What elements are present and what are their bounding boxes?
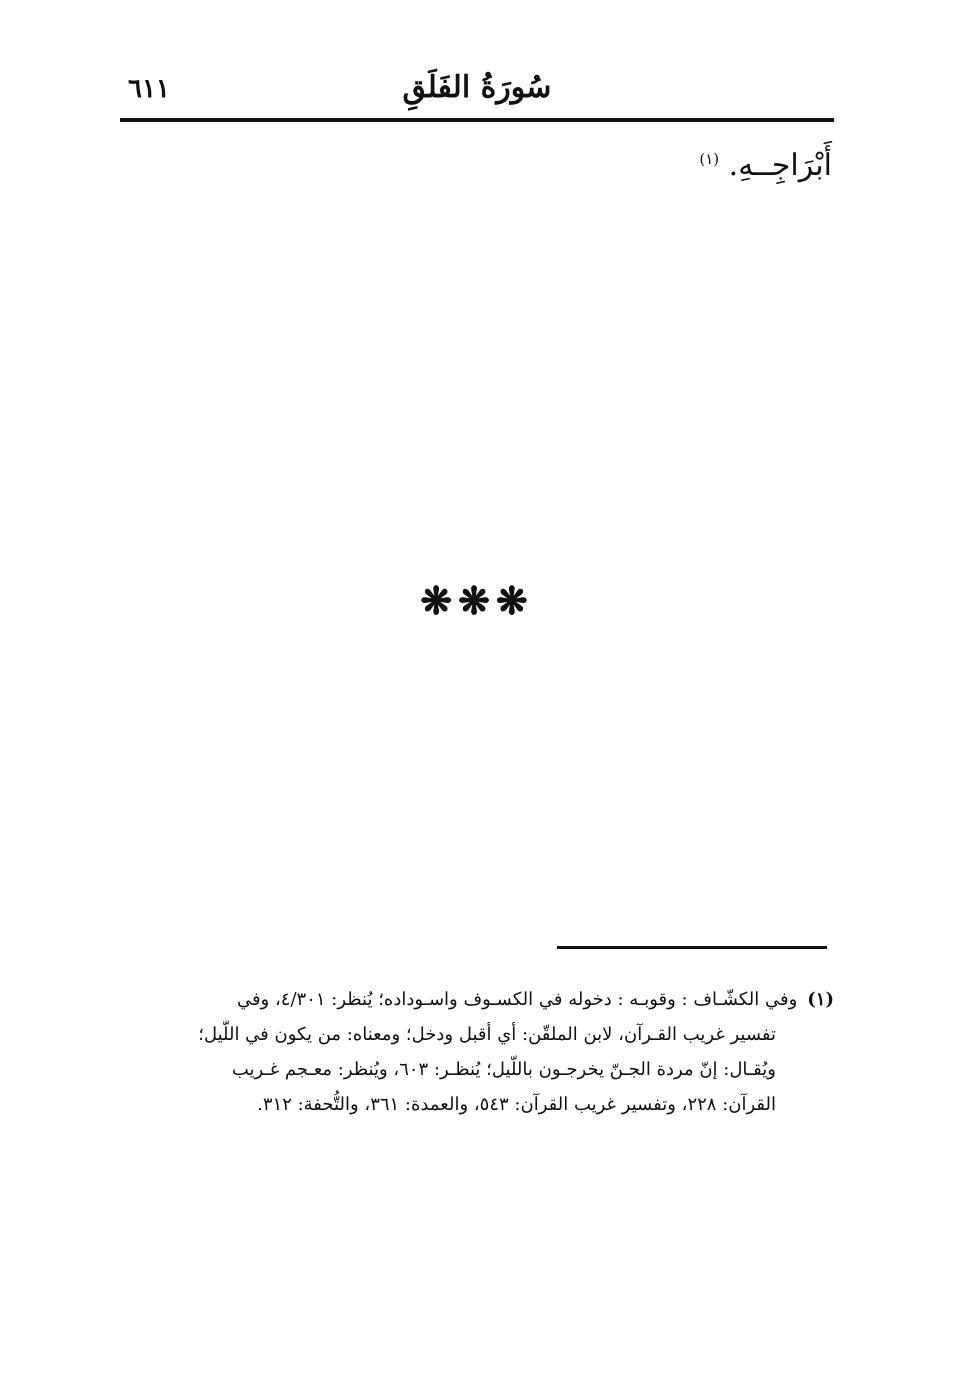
footnote (120, 982, 834, 1122)
footnote-line-3: ويُقـال: إنّ مردة الجـنّ يخرجـون باللّيل؛ يُنظـر: ٦٠٣، ويُنظر: معـجم غـريب (231, 1059, 776, 1080)
footnote-line-1 (120, 982, 834, 1017)
footnote-line-text: وفي الكشّـاف : وقوبـه : دخوله في الكسـوف واسـوداده؛ يُنظر: ٤/٣٠١، وفي (236, 989, 798, 1010)
main-text (699, 148, 832, 183)
page-header (120, 60, 834, 120)
section-separator: ❋❋❋ (420, 578, 534, 623)
page-number: ٦١١ (128, 74, 170, 104)
footnote-rule (557, 946, 827, 949)
footnote-reference: (١) (699, 150, 720, 168)
header-rule (120, 118, 834, 122)
surah-title: سُورَةُ الفَلَقِ (402, 70, 552, 105)
footnote-number: (١) (807, 989, 834, 1010)
footnote-line-2: تفسير غريب القـرآن، لابن الملقّن: أي أقبل ودخل؛ ومعناه: من يكون في اللّيل؛ (198, 1024, 776, 1045)
footnote-line-4: القرآن: ٢٢٨، وتفسير غريب القرآن: ٥٤٣، والعمدة: ٣٦١، والتُّحفة: ٣١٢. (257, 1094, 776, 1115)
main-text-content: أَبْرَاجِــهِ. (728, 148, 832, 183)
